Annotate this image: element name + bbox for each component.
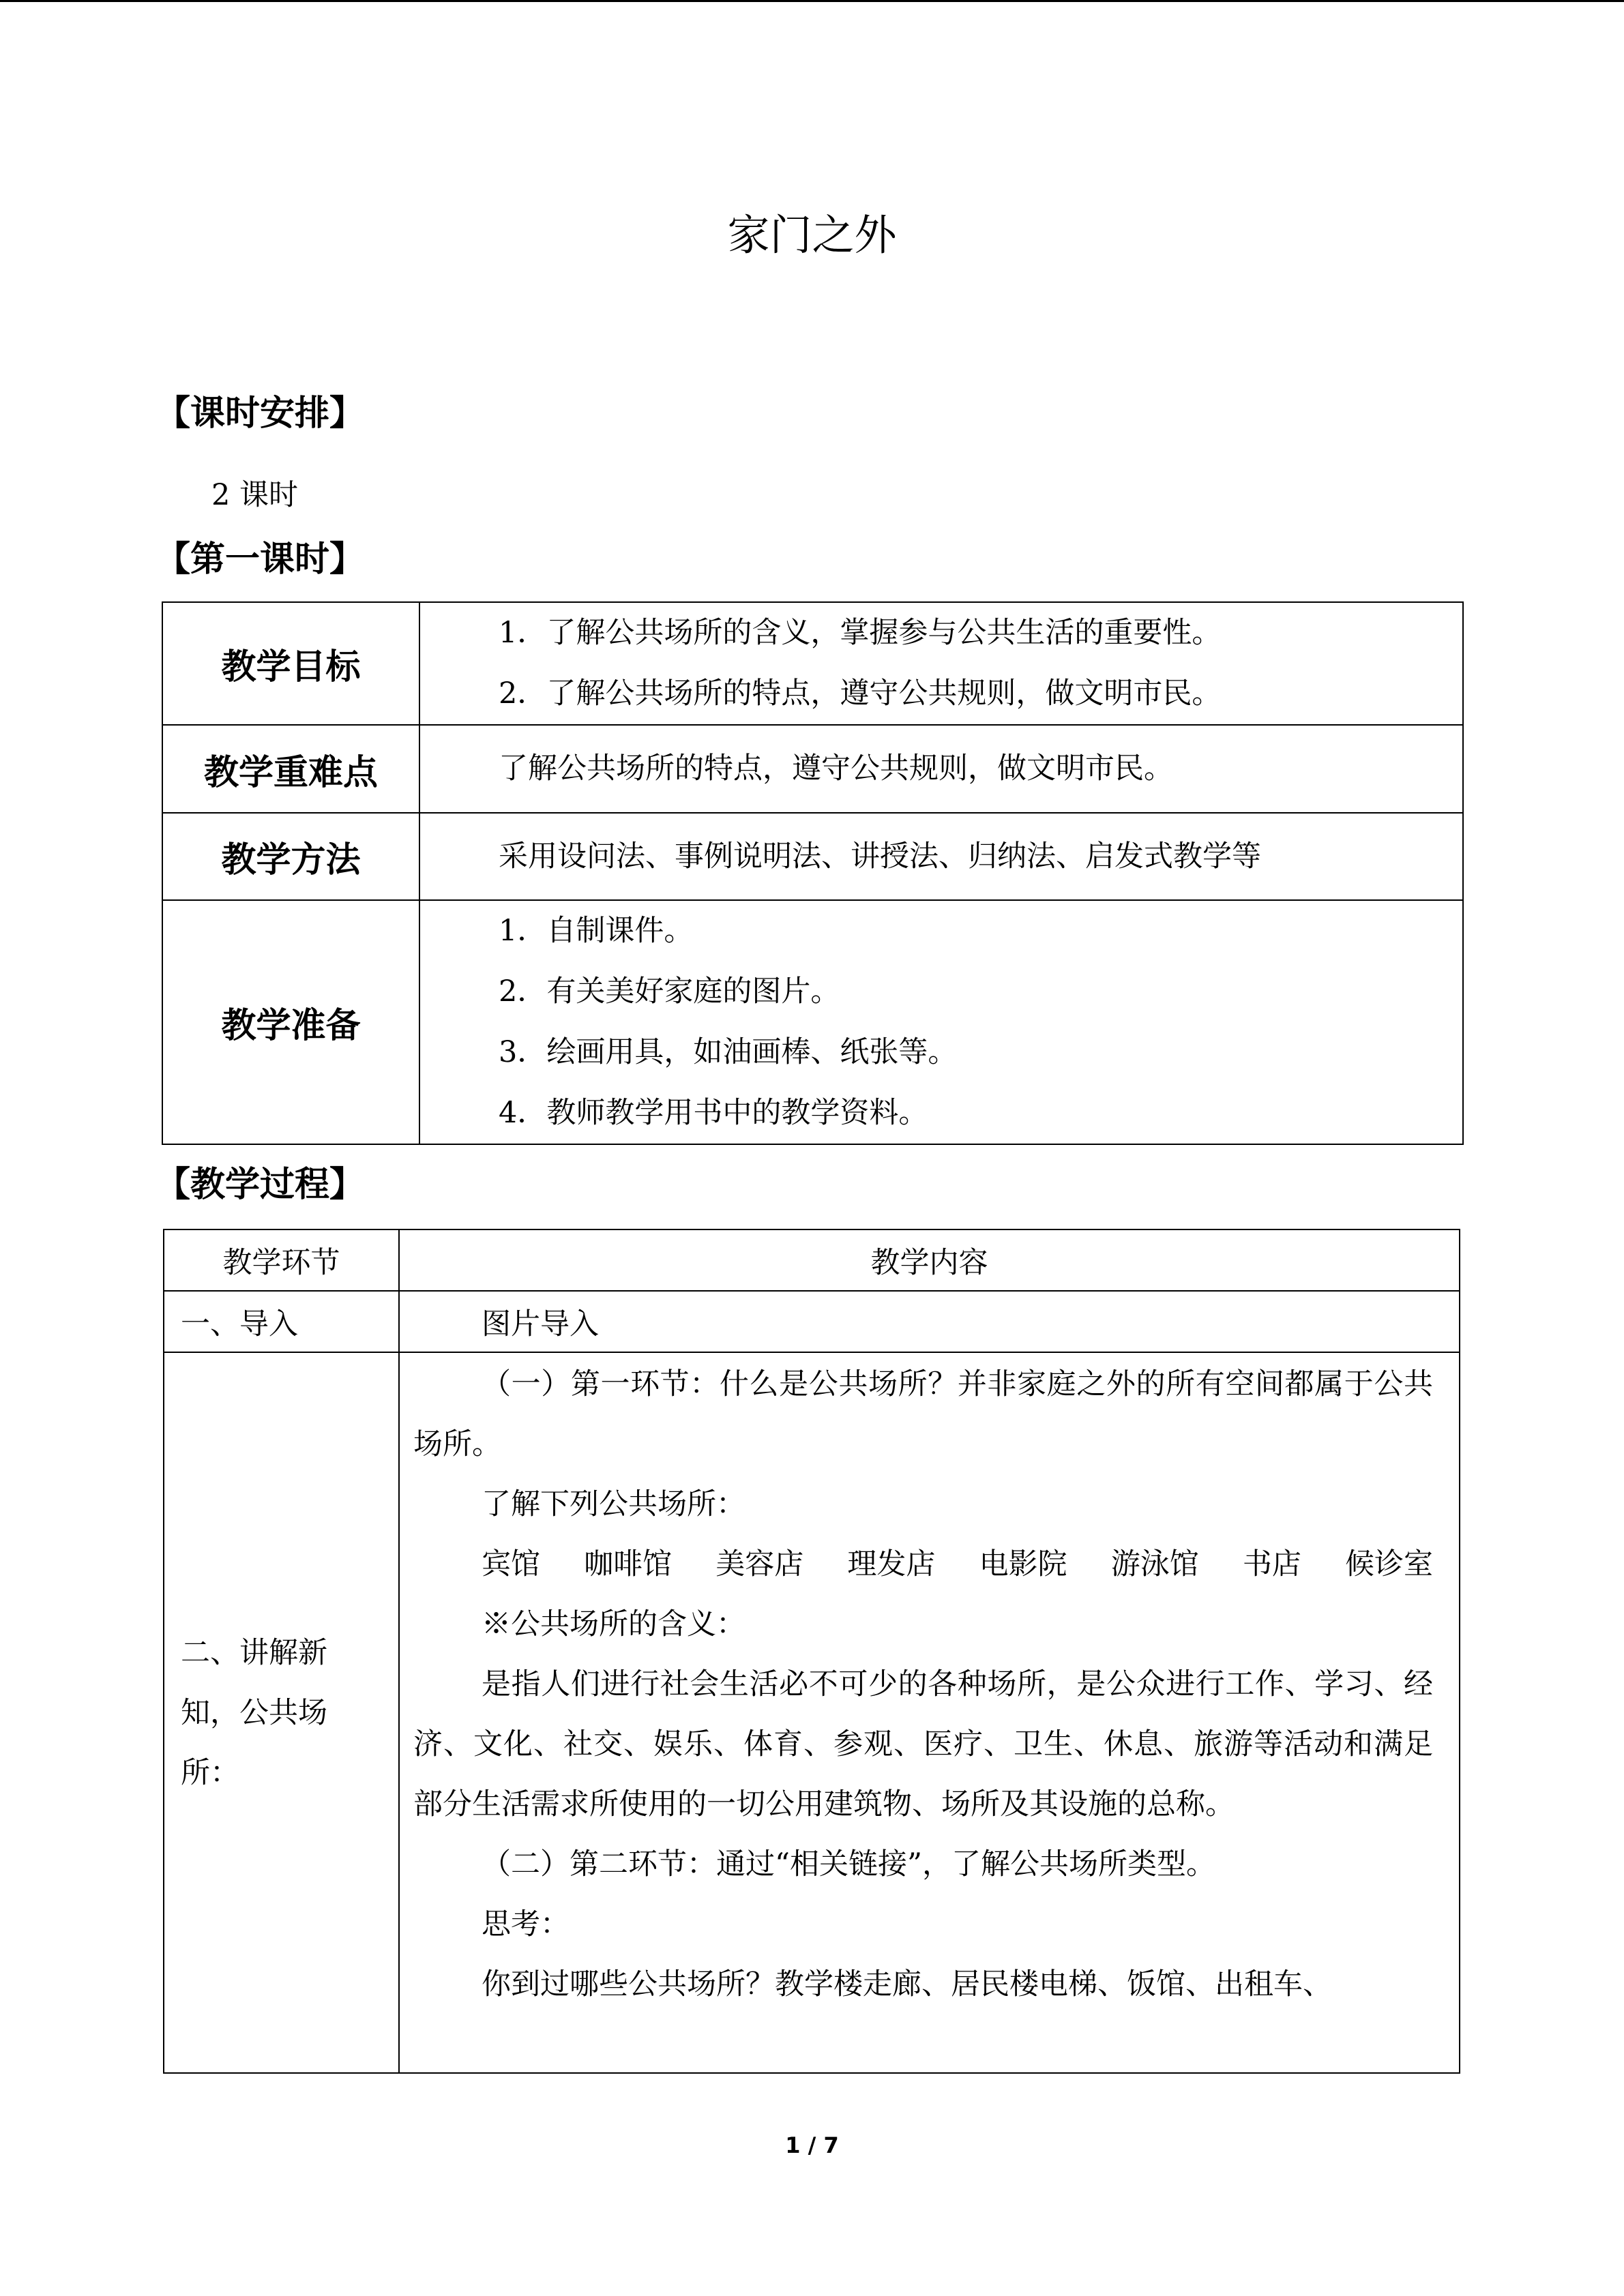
para-definition: 是指人们进行社会生活必不可少的各种场所，是公众进行工作、学习、经济、文化、社交、娱乐、体育、参观、医疗、卫生、休息、旅游等活动和满足部分生活需求所使用的一切公用建筑物、场所及其设施的总称。 [413, 1667, 1433, 1821]
info-label-objectives: 教学目标 [162, 602, 419, 725]
para-definition-heading: ※公共场所的含义： [482, 1607, 745, 1641]
info-label-preparation: 教学准备 [162, 900, 419, 1144]
info-label-methods: 教学方法 [162, 813, 419, 900]
para-step-two: （二）第二环节：通过“相关链接”，了解公共场所类型。 [482, 1847, 1215, 1881]
venue-item: 候诊室 [1344, 1547, 1433, 1581]
schedule-text: 2 课时 [211, 478, 299, 512]
para-step-one: （一）第一环节：什么是公共场所？并非家庭之外的所有空间都属于公共场所。 [413, 1367, 1433, 1461]
process-content-intro: 图片导入 [399, 1291, 1460, 1352]
objective-line-2: 2．了解公共场所的特点，遵守公共规则，做文明市民。 [499, 676, 1222, 711]
info-row-objectives [162, 602, 1463, 725]
info-content-objectives [419, 602, 1463, 725]
process-content-new-knowledge [399, 1352, 1460, 2073]
lesson-info-table [162, 601, 1464, 1145]
page-number: 1 / 7 [785, 2132, 839, 2158]
info-row-preparation [162, 900, 1463, 1144]
document-title: 家门之外 [727, 210, 897, 260]
venue-item: 宾馆 [482, 1547, 540, 1581]
info-content-key-points [419, 725, 1463, 813]
info-content-preparation [419, 900, 1463, 1144]
preparation-line-1: 1．自制课件。 [499, 914, 694, 948]
objective-line-1: 1．了解公共场所的含义，掌握参与公共生活的重要性。 [499, 616, 1222, 650]
para-venues-intro: 了解下列公共场所： [482, 1487, 745, 1521]
process-header-row [164, 1229, 1460, 1291]
para-think: 思考： [482, 1907, 570, 1941]
teaching-process-table [163, 1229, 1460, 2074]
process-stage-new-knowledge: 二、讲解新知，公共场所： [164, 1352, 399, 2073]
key-points-line: 了解公共场所的特点，遵守公共规则，做文明市民。 [499, 751, 1173, 786]
info-row-key-points [162, 725, 1463, 813]
preparation-line-4: 4．教师教学用书中的教学资料。 [499, 1096, 928, 1130]
preparation-line-2: 2．有关美好家庭的图片。 [499, 974, 840, 1009]
info-label-key-points: 教学重难点 [162, 725, 419, 813]
info-content-methods [419, 813, 1463, 900]
process-row-new-knowledge [164, 1352, 1460, 2073]
heading-process: 【教学过程】 [156, 1165, 365, 1205]
preparation-line-3: 3．绘画用具，如油画棒、纸张等。 [499, 1035, 958, 1069]
venue-item: 理发店 [847, 1547, 936, 1581]
process-header-content: 教学内容 [399, 1229, 1460, 1291]
process-header-stage: 教学环节 [164, 1229, 399, 1291]
heading-schedule: 【课时安排】 [156, 393, 365, 434]
venue-item: 书店 [1242, 1547, 1301, 1581]
methods-line: 采用设问法、事例说明法、讲授法、归纳法、启发式教学等 [499, 839, 1261, 874]
process-stage-intro: 一、导入 [164, 1291, 399, 1352]
venue-item: 电影院 [979, 1547, 1067, 1581]
info-row-methods [162, 813, 1463, 900]
top-border-line [0, 0, 1624, 2]
venue-item: 美容店 [715, 1547, 804, 1581]
venue-item: 游泳馆 [1110, 1547, 1199, 1581]
venue-list [413, 1534, 1433, 1594]
venue-item: 咖啡馆 [584, 1547, 673, 1581]
process-row-intro [164, 1291, 1460, 1352]
heading-lesson-1: 【第一课时】 [156, 539, 365, 580]
para-question: 你到过哪些公共场所？教学楼走廊、居民楼电梯、饭馆、出租车、 [482, 1967, 1332, 2001]
